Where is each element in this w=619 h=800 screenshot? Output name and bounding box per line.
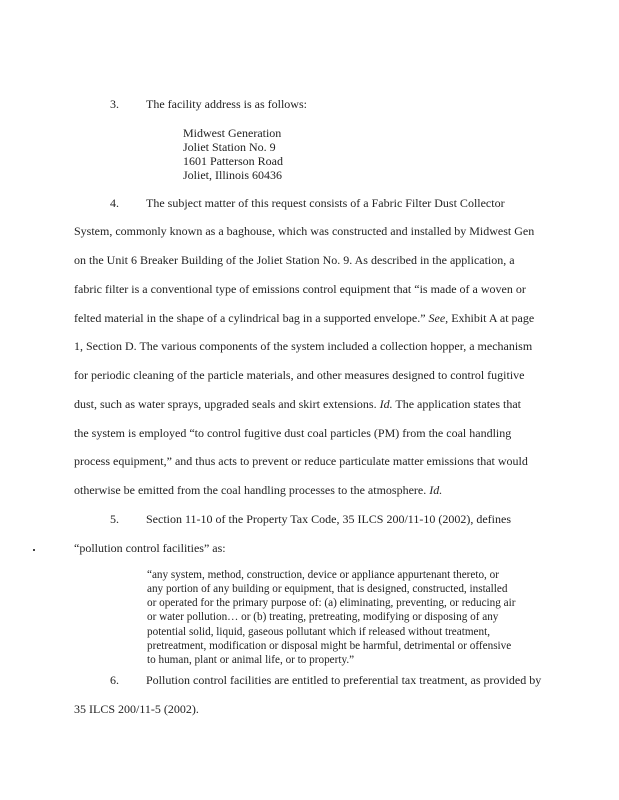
see-citation: See, [428,311,449,325]
quote-line-7: to human, plant or animal life, or to property.” [147,654,355,666]
paragraph-6-line-1: Pollution control facilities are entitled to preferential tax treatment, as provided by [146,673,542,687]
paragraph-5-number: 5. [110,512,119,526]
paragraph-4-line-2: System, commonly known as a baghouse, which was constructed and installed by Midwest Gen [74,224,535,238]
address-line-1: Midwest Generation [183,126,282,140]
paragraph-4-line-3: on the Unit 6 Breaker Building of the Joliet Station No. 9. As described in the application, a [74,253,515,267]
paragraph-4-line-11 [74,483,442,497]
address-line-2: Joliet Station No. 9 [183,140,276,154]
address-line-4: Joliet, Illinois 60436 [183,168,282,182]
paragraph-4-number: 4. [110,196,119,210]
quote-line-5: potential solid, liquid, gaseous pollutant which if released without treatment, [147,626,491,638]
paragraph-4-line-1: The subject matter of this request consists of a Fabric Filter Dust Collector [146,196,505,210]
paragraph-4-line-8-text: dust, such as water sprays, upgraded seals and skirt extensions. [74,397,380,411]
paragraph-4-line-7: for periodic cleaning of the particle materials, and other measures designed to control fugitive [74,368,525,382]
paragraph-3-number: 3. [110,97,119,111]
id-citation-2: Id. [429,483,443,497]
paragraph-6-number: 6. [110,673,119,687]
quote-line-1: “any system, method, construction, device or appliance appurtenant thereto, or [147,569,499,581]
paragraph-4-line-8 [74,397,521,411]
quote-line-4: or water pollution… or (b) treating, pretreating, modifying or disposing of any [147,611,499,623]
paragraph-6-line-2: 35 ILCS 200/11-5 (2002). [74,702,199,716]
paragraph-4-line-5 [74,311,534,325]
stray-mark [33,549,35,551]
address-line-3: 1601 Patterson Road [183,154,283,168]
exhibit-reference: Exhibit A at page [448,311,535,325]
paragraph-4-line-10: process equipment,” and thus acts to prevent or reduce particulate matter emissions that would [74,454,528,468]
quote-line-3: or operated for the primary purpose of: (a) eliminating, preventing, or reducing air [147,597,516,609]
paragraph-4-line-8-tail: The application states that [392,397,522,411]
paragraph-4-line-4: fabric filter is a conventional type of emissions control equipment that “is made of a woven or [74,282,526,296]
paragraph-5-line-1: Section 11-10 of the Property Tax Code, 35 ILCS 200/11-10 (2002), defines [146,512,511,526]
quote-line-6: pretreatment, modification or disposal might be harmful, detrimental or offensive [147,640,512,652]
paragraph-4-line-11-text: otherwise be emitted from the coal handling processes to the atmosphere. [74,483,430,497]
paragraph-5-line-2: “pollution control facilities” as: [74,541,226,555]
paragraph-3-intro: The facility address is as follows: [146,97,307,111]
paragraph-4-line-5-text: felted material in the shape of a cylindrical bag in a supported envelope.” [74,311,426,325]
paragraph-4-line-6: 1, Section D. The various components of the system included a collection hopper, a mechanism [74,339,533,353]
quote-line-2: any portion of any building or equipment, that is designed, constructed, installed [147,583,508,595]
paragraph-4-line-9: the system is employed “to control fugitive dust coal particles (PM) from the coal handling [74,426,512,440]
id-citation: Id. [379,397,393,411]
